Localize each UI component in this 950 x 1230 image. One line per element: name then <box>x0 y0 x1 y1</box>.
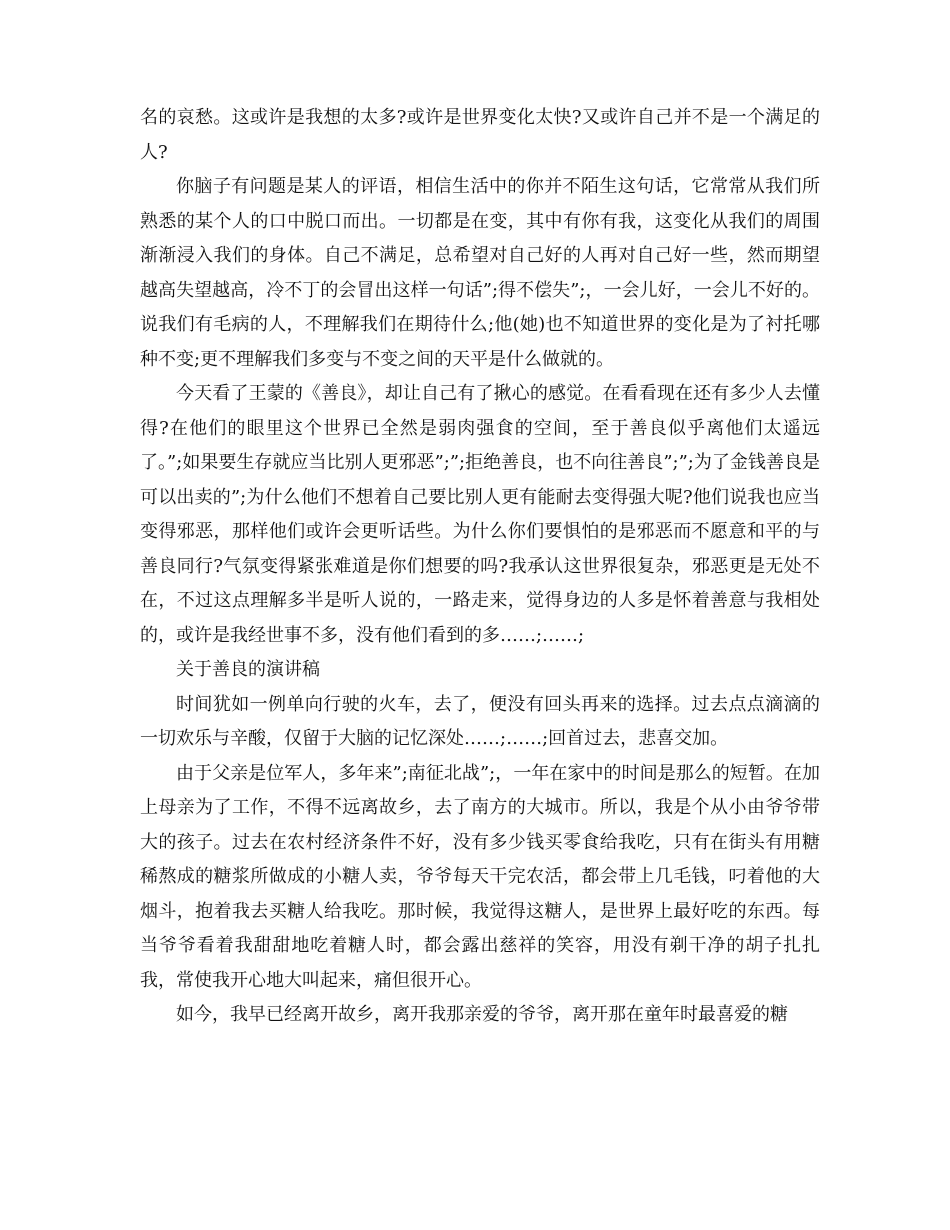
paragraph-3: 今天看了王蒙的《善良》，却让自己有了揪心的感觉。在看看现在还有多少人去懂得?在他们的眼里这个世界已全然是弱肉强食的空间，至于善良似乎离他们太遥远了。”;如果要生存就应当比别人更邪恶”;”;拒绝善良，也不向往善良”;”;为了金钱善良是可以出卖的”;为什么他们不想着自己要比别人更有能耐去变得强大呢?他们说我也应当变得邪恶，那样他们或许会更听话些。为什么你们要惧怕的是邪恶而不愿意和平的与善良同行?气氛变得紧张难道是你们想要的吗?我承认这世界很复杂，邪恶更是无处不在，不过这点理解多半是听人说的，一路走来，觉得身边的人多是怀着善意与我相处的，或许是我经世事不多，没有他们看到的多……;……; <box>140 383 820 646</box>
section-heading: 关于善良的演讲稿 <box>176 659 320 680</box>
paragraph-6: 如今，我早已经离开故乡，离开我那亲爱的爷爷，离开那在童年时最喜爱的糖 <box>176 1004 788 1025</box>
document-page <box>140 101 820 1033</box>
paragraph-1: 名的哀愁。这或许是我想的太多?或许是世界变化太快?又或许自己并不是一个满足的人? <box>140 107 820 163</box>
paragraph-5: 由于父亲是位军人，多年来”;南征北战”;，一年在家中的时间是那么的短暂。在加上母亲为了工作，不得不远离故乡，去了南方的大城市。所以，我是个从小由爷爷带大的孩子。过去在农村经济条件不好，没有多少钱买零食给我吃，只有在街头有用糖稀熬成的糖浆所做成的小糖人卖，爷爷每天干完农活，都会带上几毛钱，叼着他的大烟斗，抱着我去买糖人给我吃。那时候，我觉得这糖人，是世界上最好吃的东西。每当爷爷看着我甜甜地吃着糖人时，都会露出慈祥的笑容，用没有剃干净的胡子扎扎我，常使我开心地大叫起来，痛但很开心。 <box>140 762 820 991</box>
paragraph-2: 你脑子有问题是某人的评语，相信生活中的你并不陌生这句话，它常常从我们所熟悉的某个人的口中脱口而出。一切都是在变，其中有你有我，这变化从我们的周围渐渐浸入我们的身体。自己不满足，总希望对自己好的人再对自己好一些，然而期望越高失望越高，冷不丁的会冒出这样一句话”;得不偿失”;，一会儿好，一会儿不好的。说我们有毛病的人，不理解我们在期待什么;他(她)也不知道世界的变化是为了衬托哪种不变;更不理解我们多变与不变之间的天平是什么做就的。 <box>140 176 820 370</box>
paragraph-4: 时间犹如一例单向行驶的火车，去了，便没有回头再来的选择。过去点点滴滴的一切欢乐与辛酸，仅留于大脑的记忆深处……;……;回首过去，悲喜交加。 <box>140 693 820 749</box>
